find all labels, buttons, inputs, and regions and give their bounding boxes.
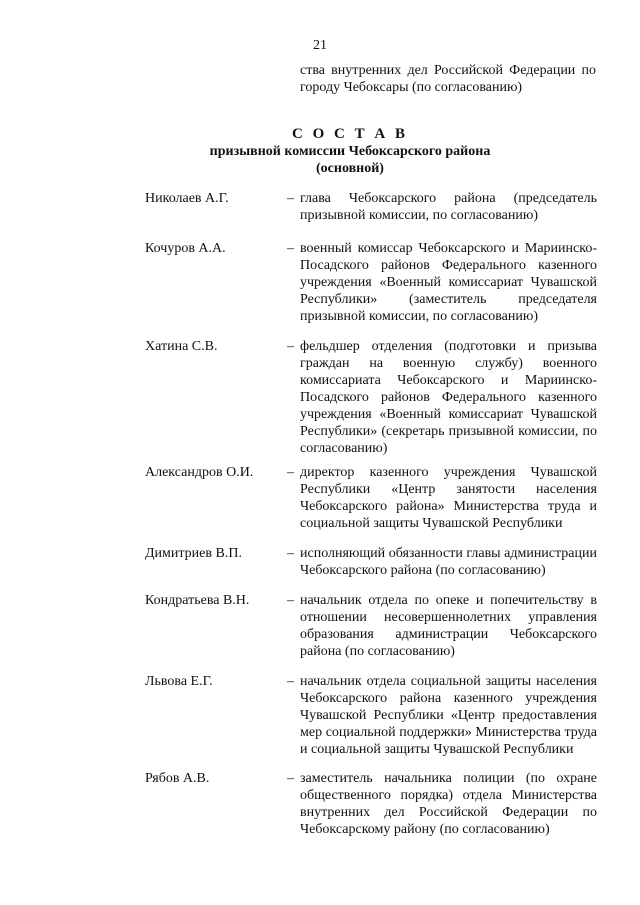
member-entry — [145, 592, 597, 660]
member-role: начальник отдела по опеке и попечительству в отношении несовершеннолетних управления образования администрации Чебоксарского района (по согласованию) — [300, 593, 597, 659]
member-dash: – — [287, 339, 294, 354]
member-name: Львова Е.Г. — [145, 674, 213, 689]
member-name: Александров О.И. — [145, 465, 254, 480]
member-dash: – — [287, 771, 294, 786]
member-role: военный комиссар Чебоксарского и Мариинско-Посадского районов Федерального казенного учреждения «Военный комиссариат Чувашской Республики» (заместитель председателя призывной комиссии, по согласованию) — [300, 241, 597, 324]
page-number: 21 — [313, 38, 327, 53]
member-role: глава Чебоксарского района (председатель призывной комиссии, по согласованию) — [300, 191, 597, 223]
member-entry — [145, 240, 597, 325]
member-role: начальник отдела социальной защиты населения Чебоксарского района казенного учреждения Чувашской Республики «Центр предоставления мер социальной поддержки» Министерства труда и социальной защиты Чувашской Республики — [300, 674, 597, 757]
member-entry — [145, 190, 597, 224]
member-role: фельдшер отделения (подготовки и призыва граждан на военную службу) военного комиссариата Чебоксарского и Мариинско-Посадского районов Федерального казенного учреждения «Военный комиссариат Чувашской Республики» (секретарь призывной комиссии, по согласованию) — [300, 339, 597, 456]
member-role: директор казенного учреждения Чувашской Республики «Центр занятости населения Чебоксарского района» Министерства труда и социальной защиты Чувашской Республики — [300, 465, 597, 531]
member-name: Кондратьева В.Н. — [145, 593, 250, 608]
member-name: Хатина С.В. — [145, 339, 218, 354]
member-entry — [145, 545, 597, 579]
heading-note: (основной) — [316, 161, 384, 176]
document-heading — [0, 126, 640, 177]
heading-subtitle: призывной комиссии Чебоксарского района — [209, 144, 491, 159]
continuation-text: ства внутренних дел Российской Федерации по городу Чебоксары (по согласованию) — [300, 63, 596, 95]
member-entry — [145, 673, 597, 758]
member-name: Николаев А.Г. — [145, 191, 229, 206]
member-name: Кочуров А.А. — [145, 241, 226, 256]
member-dash: – — [287, 593, 294, 608]
member-dash: – — [287, 546, 294, 561]
member-dash: – — [287, 191, 294, 206]
member-entry — [145, 464, 597, 532]
member-role: заместитель начальника полиции (по охране общественного порядка) отдела Министерства внутренних дел Российской Федерации по Чебоксарскому району (по согласованию) — [300, 771, 597, 837]
member-name: Димитриев В.П. — [145, 546, 242, 561]
member-name: Рябов А.В. — [145, 771, 210, 786]
member-dash: – — [287, 674, 294, 689]
member-role: исполняющий обязанности главы администрации Чебоксарского района (по согласованию) — [300, 546, 597, 578]
member-entry — [145, 338, 597, 457]
member-dash: – — [287, 241, 294, 256]
heading-title: С О С Т А В — [292, 126, 408, 142]
member-entry — [145, 770, 597, 838]
member-dash: – — [287, 465, 294, 480]
